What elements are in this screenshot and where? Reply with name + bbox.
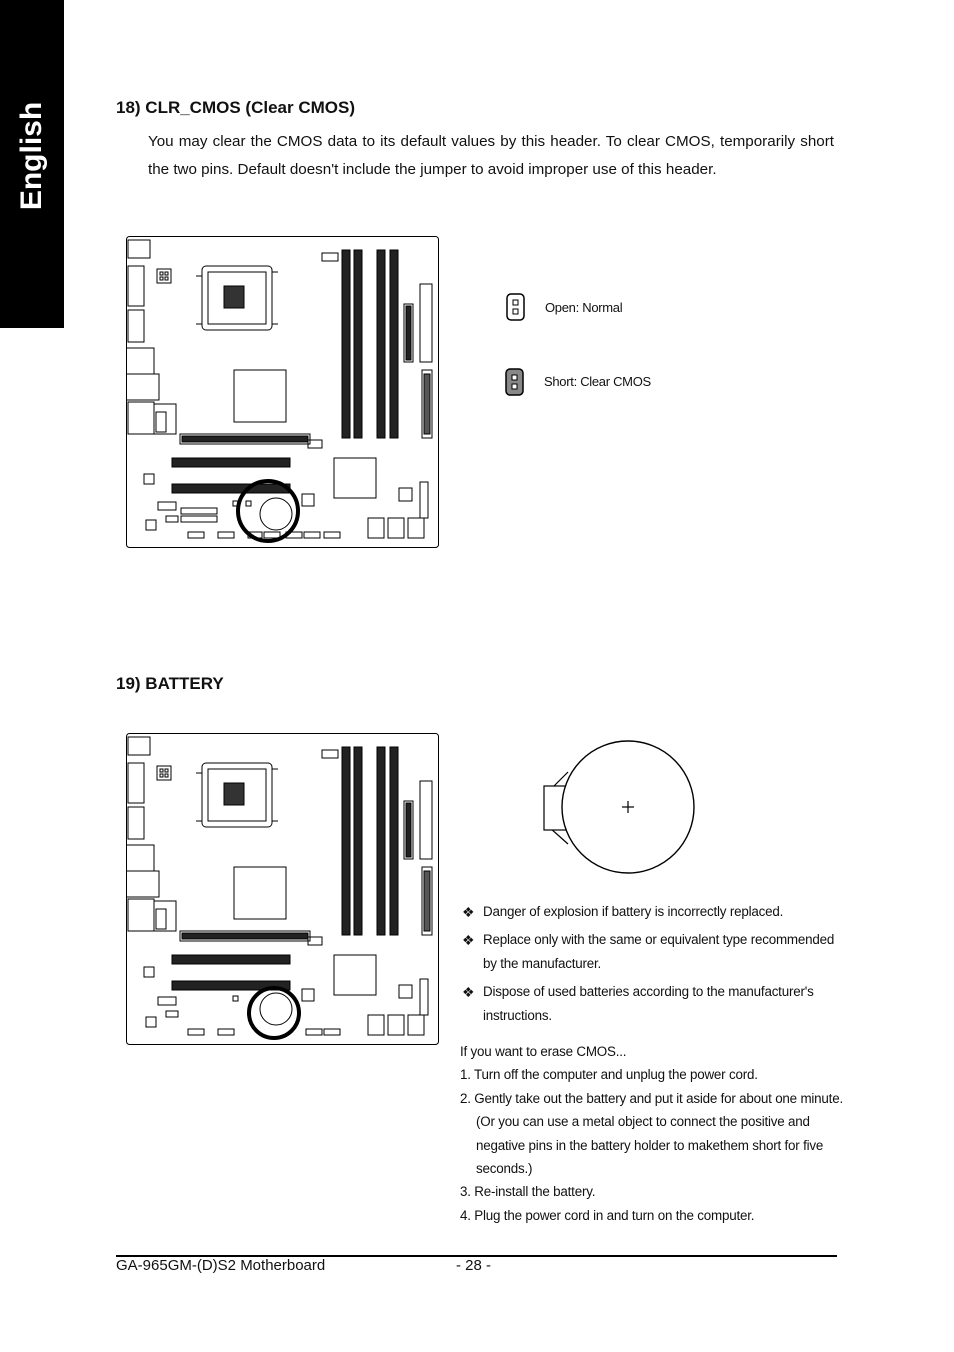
warning-item <box>462 980 842 1028</box>
erase-intro: If you want to erase CMOS... <box>460 1044 627 1059</box>
footer-page-number: - 28 - <box>456 1257 492 1274</box>
diamond-bullet-icon: ❖ <box>462 932 475 948</box>
jumper-open-icon <box>506 293 526 321</box>
jumper-short-icon <box>505 368 525 396</box>
open-normal-label: Open: Normal <box>545 300 623 315</box>
step-1: 1. Turn off the computer and unplug the power cord. <box>460 1067 758 1083</box>
section-18-heading: 18) CLR_CMOS (Clear CMOS) <box>116 98 355 117</box>
erase-cmos-instructions <box>460 1040 844 1227</box>
warning-text: Dispose of used batteries according to the manufacturer's instructions. <box>483 984 814 1023</box>
motherboard-diagram-battery <box>126 733 439 1045</box>
motherboard-diagram-clr-cmos <box>126 236 439 548</box>
language-label: English <box>15 101 48 211</box>
section-18-description: You may clear the CMOS data to its default values by this header. To clear CMOS, temporarily short the two pins. Default doesn't include the jumper to avoid improper use of this header. <box>148 133 834 178</box>
diamond-bullet-icon: ❖ <box>462 984 475 1000</box>
battery-warnings-list <box>462 900 842 1032</box>
section-19-heading: 19) BATTERY <box>116 674 224 693</box>
warning-item <box>462 900 842 924</box>
short-clear-cmos-label: Short: Clear CMOS <box>544 374 651 389</box>
warning-text: Danger of explosion if battery is incorrectly replaced. <box>483 904 784 919</box>
battery-holder-illustration <box>540 738 696 878</box>
step-2-note: (Or you can use a metal object to connect the positive and negative pins in the battery holder to makethem short for five seconds.) <box>476 1114 824 1177</box>
step-2: 2. Gently take out the battery and put it aside for about one minute. <box>460 1090 843 1106</box>
footer-model-name: GA-965GM-(D)S2 Motherboard <box>116 1257 326 1274</box>
step-4: 4. Plug the power cord in and turn on the computer. <box>460 1207 755 1223</box>
step-3: 3. Re-install the battery. <box>460 1184 596 1200</box>
language-side-tab <box>0 0 64 328</box>
warning-item <box>462 928 842 976</box>
diamond-bullet-icon: ❖ <box>462 904 475 920</box>
warning-text: Replace only with the same or equivalent type recommended by the manufacturer. <box>483 932 835 971</box>
